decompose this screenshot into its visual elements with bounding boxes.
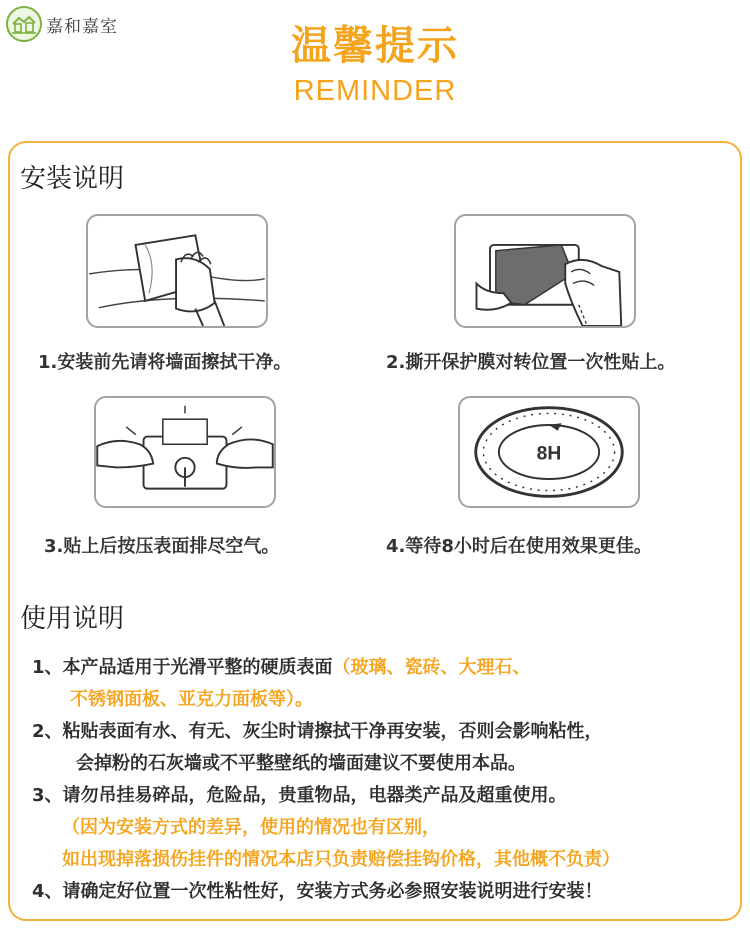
wipe-wall-icon bbox=[88, 216, 266, 326]
usage-item-2-cont: 会掉粉的石灰墙或不平整壁纸的墙面建议不要使用本品。 bbox=[76, 753, 526, 774]
step2-illustration bbox=[454, 214, 636, 328]
usage-section-title: 使用说明 bbox=[20, 604, 125, 634]
usage-item-3-note: （因为安装方式的差异，使用的情况也有区别， bbox=[62, 817, 440, 838]
usage-item-1-note-cont: 不锈钢面板、亚克力面板等）。 bbox=[70, 689, 313, 710]
press-hook-icon bbox=[96, 398, 274, 506]
step1-caption: 1.安装前先请将墙面擦拭干净。 bbox=[38, 352, 292, 373]
usage-item-1-text: 1、本产品适用于光滑平整的硬质表面 bbox=[32, 657, 333, 678]
usage-item-2: 2、粘贴表面有水、有无、灰尘时请擦拭干净再安装，否则会影响粘性， bbox=[32, 721, 603, 742]
install-section-title: 安装说明 bbox=[20, 164, 125, 194]
page-title: 温馨提示 bbox=[291, 23, 459, 69]
step3-caption: 3.贴上后按压表面排尽空气。 bbox=[44, 536, 280, 557]
usage-item-3: 3、请勿吊挂易碎品，危险品，贵重物品，电器类产品及超重使用。 bbox=[32, 785, 567, 806]
page-subtitle: REMINDER bbox=[293, 75, 457, 107]
peel-film-icon bbox=[456, 216, 634, 326]
clock-icon bbox=[460, 398, 638, 506]
usage-list bbox=[32, 652, 744, 908]
brand-name: 嘉和嘉室 bbox=[46, 16, 118, 37]
step1-illustration bbox=[86, 214, 268, 328]
usage-item-1-note: （玻璃、瓷砖、大理石、 bbox=[332, 657, 531, 678]
step4-caption: 4.等待8小时后在使用效果更佳。 bbox=[386, 536, 652, 557]
usage-item-3-note-cont: 如出现掉落损伤挂件的情况本店只负责赔偿挂钩价格，其他概不负责） bbox=[62, 849, 620, 870]
usage-item-4: 4、请确定好位置一次性粘性好，安装方式务必参照安装说明进行安装！ bbox=[32, 881, 603, 902]
step3-illustration bbox=[94, 396, 276, 508]
clock-label: 8H bbox=[536, 443, 562, 465]
step4-illustration bbox=[458, 396, 640, 508]
usage-item-1 bbox=[32, 652, 744, 684]
step2-caption: 2.撕开保护膜对转位置一次性贴上。 bbox=[386, 352, 676, 373]
